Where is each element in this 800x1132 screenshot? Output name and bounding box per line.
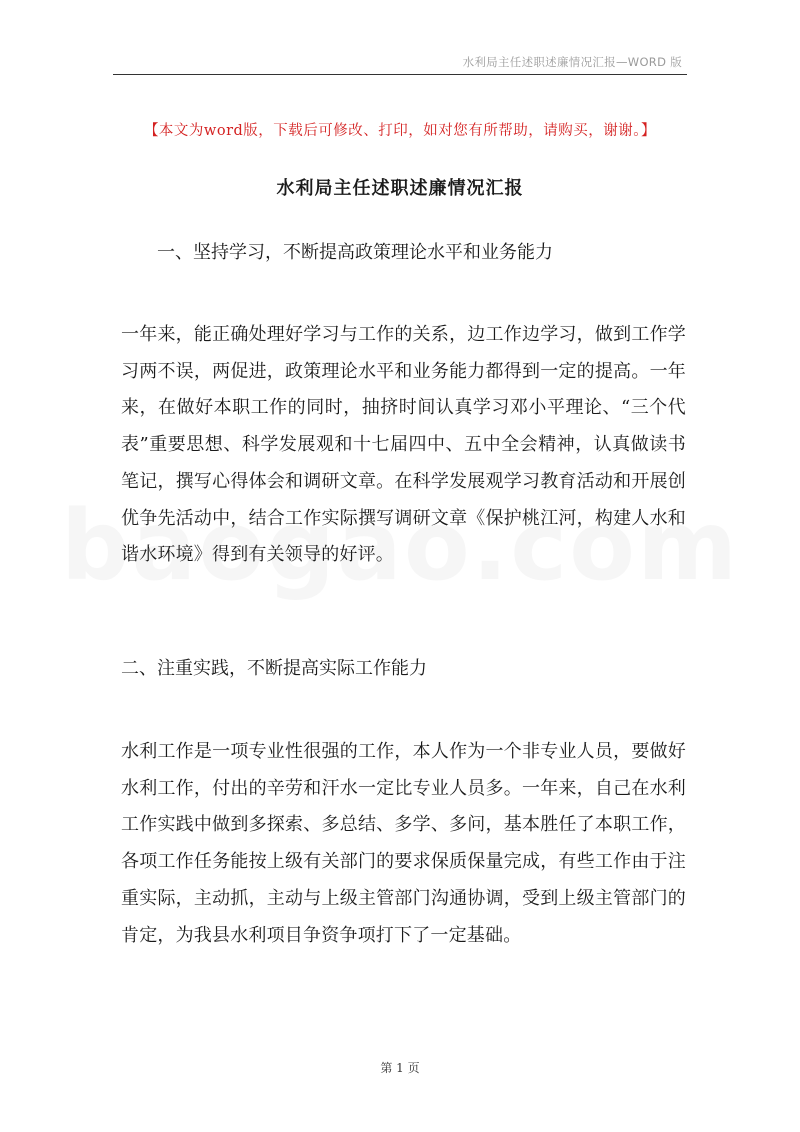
document-title: 水利局主任述职述廉情况汇报: [276, 178, 524, 199]
section-2-body: 水利工作是一项专业性很强的工作，本人作为一个非专业人员，要做好水利工作，付出的辛劳和汗水一定比专业人员多。一年来，自己在水利工作实践中做到多探索、多总结、多学、多问，基本胜任了本职工作，各项工作任务能按上级有关部门的要求保质保量完成，有些工作由于注重实际，主动抓，主动与上级主管部门沟通协调，受到上级主管部门的肯定，为我县水利项目争资争项打下了一定基础。: [121, 741, 686, 946]
header-divider: [113, 74, 687, 75]
section-1-heading: 一、坚持学习，不断提高政策理论水平和业务能力: [157, 242, 553, 263]
purchase-notice: 【本文为word版，下载后可修改、打印，如对您有所帮助，请购买，谢谢。】: [143, 123, 657, 139]
running-header: 水利局主任述职述廉情况汇报—WORD 版: [462, 55, 682, 69]
page-number: 第 1 页: [380, 1061, 420, 1075]
section-2-heading: 二、注重实践，不断提高实际工作能力: [121, 658, 427, 679]
section-1-body: 一年来，能正确处理好学习与工作的关系，边工作边学习，做到工作学习两不误，两促进，政策理论水平和业务能力都得到一定的提高。一年来，在做好本职工作的同时，抽挤时间认真学习邓小平理论、“三个代表”重要思想、科学发展观和十七届四中、五中全会精神，认真做读书笔记，撰写心得体会和调研文章。在科学发展观学习教育活动和开展创优争先活动中，结合工作实际撰写调研文章《保护桃江河，构建人水和谐水环境》得到有关领导的好评。: [121, 324, 686, 566]
